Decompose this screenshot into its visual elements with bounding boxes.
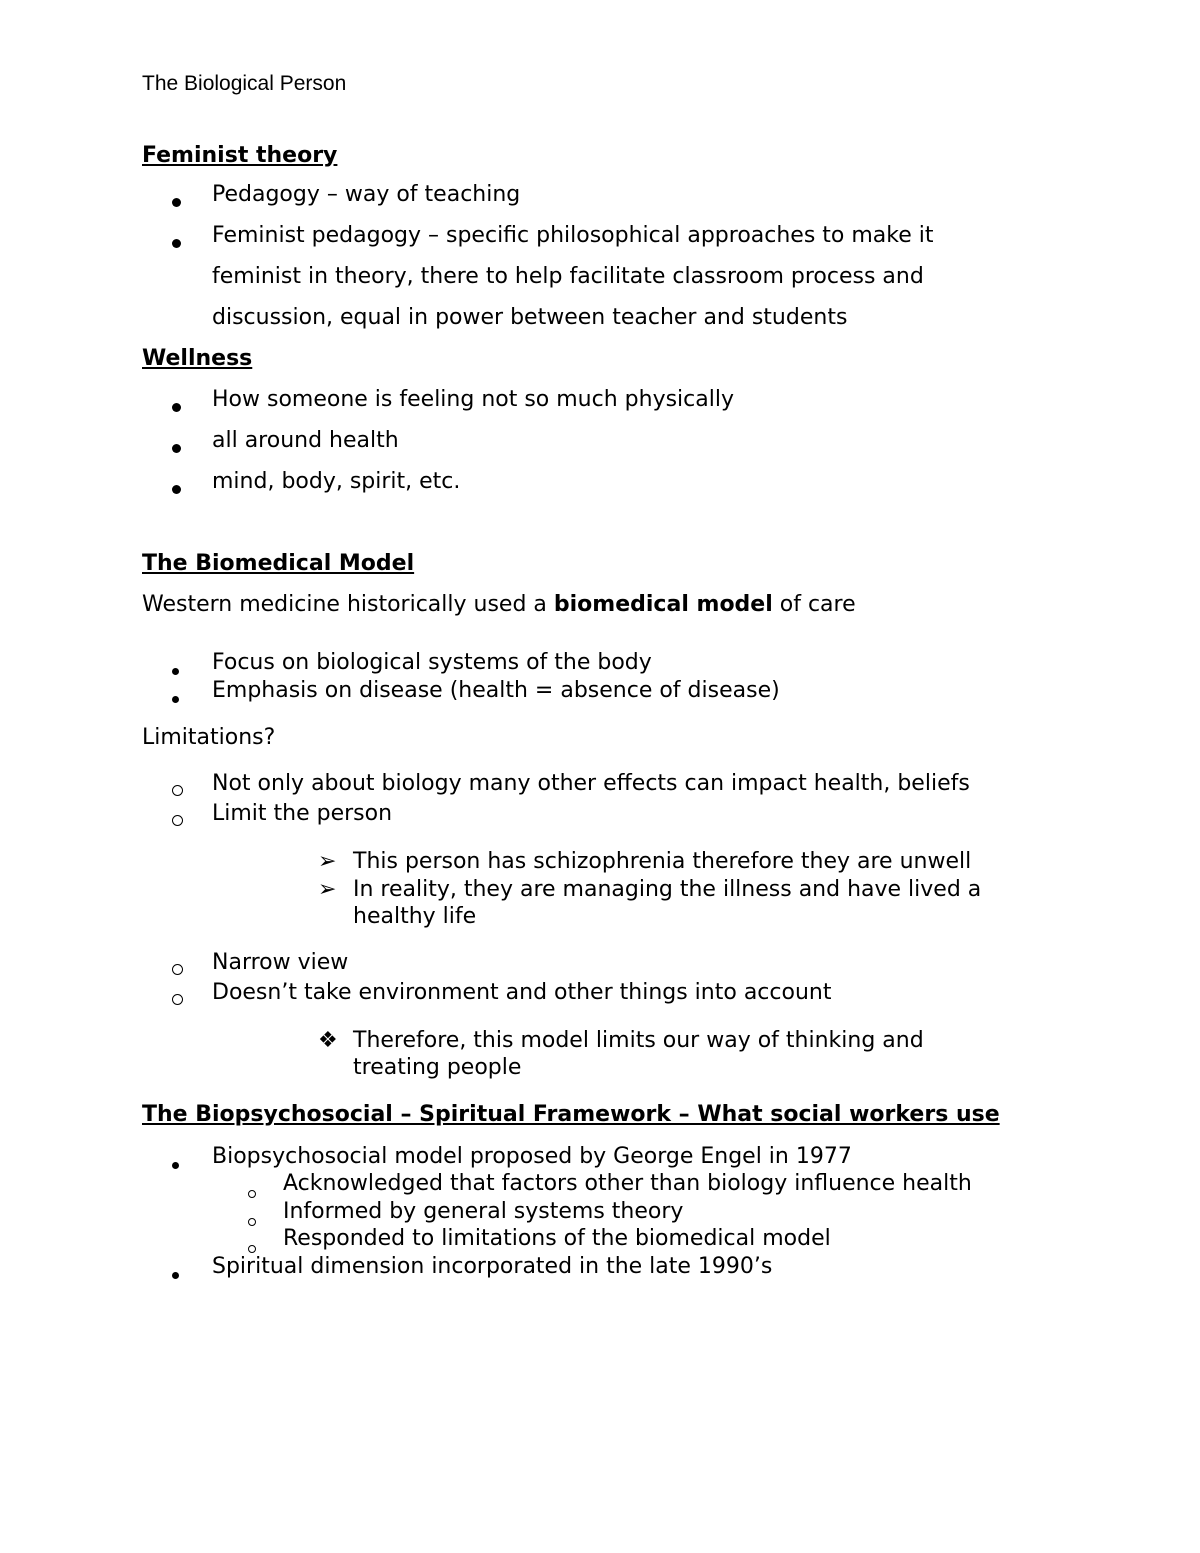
biomedical-item: Emphasis on disease (health = absence of disease) xyxy=(212,678,780,703)
limitation-item: Not only about biology many other effects can impact health, beliefs xyxy=(212,771,970,796)
biomedical-heading: The Biomedical Model xyxy=(142,551,415,576)
circle-bullet-icon xyxy=(248,1183,256,1202)
feminist-heading: Feminist theory xyxy=(142,143,338,168)
limitation-item: Doesn’t take environment and other things into account xyxy=(212,980,832,1005)
circle-bullet-icon xyxy=(172,960,190,979)
feminist-item-cont: feminist in theory, there to help facilitate classroom process and xyxy=(212,264,924,289)
arrow-item: In reality, they are managing the illness and have lived a xyxy=(353,877,982,902)
arrow-item-cont: healthy life xyxy=(353,904,477,929)
arrow-item: This person has schizophrenia therefore they are unwell xyxy=(353,849,972,874)
bullet-icon xyxy=(172,479,190,498)
biopsych-item: Biopsychosocial model proposed by George Engel in 1977 xyxy=(212,1144,852,1169)
wellness-heading: Wellness xyxy=(142,346,253,371)
biopsych-item: Spiritual dimension incorporated in the late 1990’s xyxy=(212,1254,773,1279)
feminist-item: Pedagogy – way of teaching xyxy=(212,182,521,207)
biomedical-item: Focus on biological systems of the body xyxy=(212,650,652,675)
bullet-icon xyxy=(172,438,190,457)
circle-bullet-icon xyxy=(172,781,190,800)
biopsych-subitem: Responded to limitations of the biomedical model xyxy=(283,1226,831,1251)
limitation-item: Limit the person xyxy=(212,801,393,826)
limitation-item: Narrow view xyxy=(212,950,349,975)
arrow-bullet-icon: ➢ xyxy=(318,849,337,874)
bullet-icon xyxy=(172,192,190,211)
conclusion-line: treating people xyxy=(353,1055,522,1080)
biopsych-subitem: Informed by general systems theory xyxy=(283,1199,684,1224)
bullet-icon xyxy=(172,1264,190,1283)
bullet-icon xyxy=(172,688,190,707)
limitations-label: Limitations? xyxy=(142,725,276,750)
circle-bullet-icon xyxy=(172,990,190,1009)
biopsych-heading: The Biopsychosocial – Spiritual Framework – What social workers use xyxy=(142,1102,1000,1127)
biopsych-subitem: Acknowledged that factors other than biology influence health xyxy=(283,1171,972,1196)
wellness-item: How someone is feeling not so much physically xyxy=(212,387,734,412)
bullet-icon xyxy=(172,660,190,679)
conclusion-line: Therefore, this model limits our way of thinking and xyxy=(353,1028,924,1053)
bullet-icon xyxy=(172,397,190,416)
page-header: The Biological Person xyxy=(142,72,347,95)
arrow-bullet-icon: ➢ xyxy=(318,877,337,902)
bullet-icon xyxy=(172,1154,190,1173)
wellness-item: all around health xyxy=(212,428,399,453)
feminist-item-cont: discussion, equal in power between teacher and students xyxy=(212,305,848,330)
circle-bullet-icon xyxy=(172,811,190,830)
bullet-icon xyxy=(172,233,190,252)
feminist-item: Feminist pedagogy – specific philosophical approaches to make it xyxy=(212,223,934,248)
diamond-bullet-icon: ❖ xyxy=(318,1028,338,1053)
wellness-item: mind, body, spirit, etc. xyxy=(212,469,461,494)
biomedical-intro: Western medicine historically used a biomedical model of care xyxy=(142,592,856,617)
circle-bullet-icon xyxy=(248,1211,256,1230)
